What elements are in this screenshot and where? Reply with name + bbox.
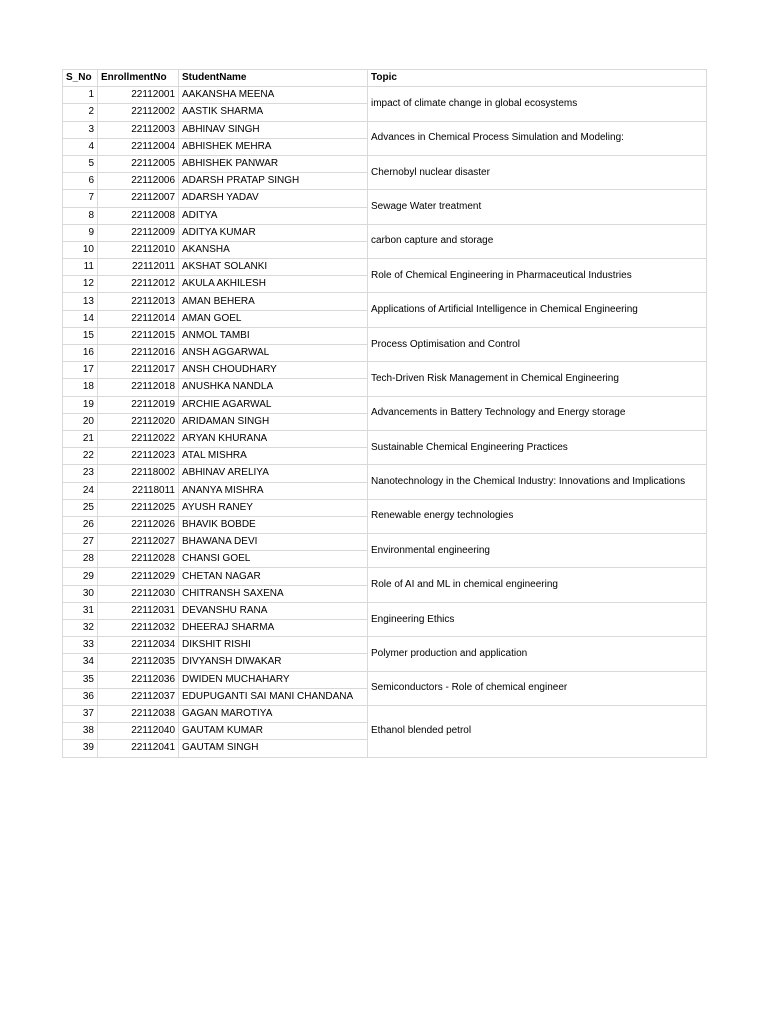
cell-enrollment: 22118011: [98, 482, 179, 499]
cell-enrollment: 22112034: [98, 637, 179, 654]
cell-enrollment: 22112007: [98, 190, 179, 207]
cell-sno: 17: [63, 362, 98, 379]
cell-enrollment: 22112032: [98, 620, 179, 637]
header-sno: S_No: [63, 70, 98, 87]
cell-enrollment: 22112038: [98, 705, 179, 722]
cell-student-name: AMAN GOEL: [179, 310, 368, 327]
cell-sno: 25: [63, 499, 98, 516]
cell-enrollment: 22112035: [98, 654, 179, 671]
table-row: [63, 87, 707, 104]
cell-sno: 11: [63, 259, 98, 276]
table-row: [63, 465, 707, 482]
cell-student-name: EDUPUGANTI SAI MANI CHANDANA: [179, 688, 368, 705]
cell-enrollment: 22112031: [98, 602, 179, 619]
cell-sno: 9: [63, 224, 98, 241]
cell-student-name: AAKANSHA MEENA: [179, 87, 368, 104]
cell-enrollment: 22112022: [98, 430, 179, 447]
cell-topic: carbon capture and storage: [368, 224, 707, 258]
cell-sno: 8: [63, 207, 98, 224]
cell-topic: Environmental engineering: [368, 534, 707, 568]
cell-topic: Role of AI and ML in chemical engineering: [368, 568, 707, 602]
cell-student-name: AKSHAT SOLANKI: [179, 259, 368, 276]
cell-enrollment: 22112040: [98, 723, 179, 740]
cell-sno: 26: [63, 516, 98, 533]
cell-student-name: BHAVIK BOBDE: [179, 516, 368, 533]
cell-sno: 4: [63, 138, 98, 155]
cell-student-name: ABHINAV SINGH: [179, 121, 368, 138]
table-row: [63, 190, 707, 207]
cell-student-name: ANMOL TAMBI: [179, 327, 368, 344]
cell-student-name: ADITYA: [179, 207, 368, 224]
table-row: [63, 602, 707, 619]
cell-sno: 6: [63, 173, 98, 190]
cell-student-name: AYUSH RANEY: [179, 499, 368, 516]
cell-enrollment: 22112004: [98, 138, 179, 155]
cell-student-name: ANSH AGGARWAL: [179, 345, 368, 362]
cell-student-name: ADARSH YADAV: [179, 190, 368, 207]
cell-enrollment: 22112005: [98, 155, 179, 172]
table-row: [63, 121, 707, 138]
cell-sno: 2: [63, 104, 98, 121]
cell-student-name: DEVANSHU RANA: [179, 602, 368, 619]
cell-enrollment: 22112012: [98, 276, 179, 293]
table-row: [63, 224, 707, 241]
cell-sno: 27: [63, 534, 98, 551]
cell-enrollment: 22112003: [98, 121, 179, 138]
cell-topic: Nanotechnology in the Chemical Industry: Innovations and Implications: [368, 465, 707, 499]
cell-student-name: DHEERAJ SHARMA: [179, 620, 368, 637]
cell-sno: 14: [63, 310, 98, 327]
cell-sno: 28: [63, 551, 98, 568]
cell-enrollment: 22112036: [98, 671, 179, 688]
cell-enrollment: 22112030: [98, 585, 179, 602]
cell-student-name: DWIDEN MUCHAHARY: [179, 671, 368, 688]
cell-enrollment: 22112041: [98, 740, 179, 757]
cell-student-name: ABHINAV ARELIYA: [179, 465, 368, 482]
cell-sno: 19: [63, 396, 98, 413]
cell-sno: 16: [63, 345, 98, 362]
cell-student-name: AKULA AKHILESH: [179, 276, 368, 293]
cell-student-name: ARCHIE AGARWAL: [179, 396, 368, 413]
cell-student-name: CHETAN NAGAR: [179, 568, 368, 585]
cell-sno: 12: [63, 276, 98, 293]
table-row: [63, 534, 707, 551]
cell-student-name: BHAWANA DEVI: [179, 534, 368, 551]
cell-topic: Chernobyl nuclear disaster: [368, 155, 707, 189]
cell-student-name: AKANSHA: [179, 241, 368, 258]
header-student-name: StudentName: [179, 70, 368, 87]
cell-topic: Process Optimisation and Control: [368, 327, 707, 361]
cell-enrollment: 22112009: [98, 224, 179, 241]
table-row: [63, 396, 707, 413]
cell-student-name: ANSH CHOUDHARY: [179, 362, 368, 379]
header-enrollment: EnrollmentNo: [98, 70, 179, 87]
cell-enrollment: 22118002: [98, 465, 179, 482]
cell-sno: 32: [63, 620, 98, 637]
cell-sno: 39: [63, 740, 98, 757]
cell-student-name: ABHISHEK MEHRA: [179, 138, 368, 155]
cell-sno: 37: [63, 705, 98, 722]
cell-enrollment: 22112014: [98, 310, 179, 327]
cell-sno: 23: [63, 465, 98, 482]
cell-topic: Ethanol blended petrol: [368, 705, 707, 757]
cell-student-name: ABHISHEK PANWAR: [179, 155, 368, 172]
cell-student-name: ANUSHKA NANDLA: [179, 379, 368, 396]
cell-topic: Advances in Chemical Process Simulation and Modeling:: [368, 121, 707, 155]
cell-sno: 21: [63, 430, 98, 447]
cell-enrollment: 22112006: [98, 173, 179, 190]
cell-enrollment: 22112002: [98, 104, 179, 121]
cell-topic: Renewable energy technologies: [368, 499, 707, 533]
table-row: [63, 293, 707, 310]
cell-student-name: GAUTAM SINGH: [179, 740, 368, 757]
cell-student-name: ATAL MISHRA: [179, 448, 368, 465]
cell-sno: 13: [63, 293, 98, 310]
cell-topic: Polymer production and application: [368, 637, 707, 671]
cell-sno: 30: [63, 585, 98, 602]
cell-sno: 38: [63, 723, 98, 740]
table-row: [63, 430, 707, 447]
cell-sno: 10: [63, 241, 98, 258]
table-row: [63, 327, 707, 344]
cell-student-name: ADITYA KUMAR: [179, 224, 368, 241]
cell-sno: 7: [63, 190, 98, 207]
header-row: [63, 70, 707, 87]
cell-sno: 29: [63, 568, 98, 585]
cell-student-name: CHITRANSH SAXENA: [179, 585, 368, 602]
cell-student-name: AASTIK SHARMA: [179, 104, 368, 121]
cell-student-name: GAGAN MAROTIYA: [179, 705, 368, 722]
cell-student-name: ANANYA MISHRA: [179, 482, 368, 499]
cell-topic: Semiconductors - Role of chemical engineer: [368, 671, 707, 705]
student-topic-table: [62, 69, 707, 758]
cell-sno: 31: [63, 602, 98, 619]
cell-sno: 18: [63, 379, 98, 396]
cell-student-name: ARYAN KHURANA: [179, 430, 368, 447]
cell-student-name: ADARSH PRATAP SINGH: [179, 173, 368, 190]
table-body: [63, 87, 707, 757]
cell-enrollment: 22112013: [98, 293, 179, 310]
cell-student-name: DIKSHIT RISHI: [179, 637, 368, 654]
cell-enrollment: 22112020: [98, 413, 179, 430]
cell-enrollment: 22112029: [98, 568, 179, 585]
cell-sno: 5: [63, 155, 98, 172]
table-row: [63, 705, 707, 722]
cell-sno: 1: [63, 87, 98, 104]
cell-enrollment: 22112027: [98, 534, 179, 551]
table-row: [63, 362, 707, 379]
cell-enrollment: 22112008: [98, 207, 179, 224]
cell-enrollment: 22112010: [98, 241, 179, 258]
cell-enrollment: 22112019: [98, 396, 179, 413]
table-row: [63, 155, 707, 172]
table-row: [63, 259, 707, 276]
table-row: [63, 637, 707, 654]
cell-sno: 36: [63, 688, 98, 705]
cell-enrollment: 22112011: [98, 259, 179, 276]
cell-sno: 22: [63, 448, 98, 465]
cell-sno: 33: [63, 637, 98, 654]
cell-sno: 34: [63, 654, 98, 671]
cell-topic: impact of climate change in global ecosystems: [368, 87, 707, 121]
cell-enrollment: 22112015: [98, 327, 179, 344]
table-row: [63, 568, 707, 585]
cell-student-name: DIVYANSH DIWAKAR: [179, 654, 368, 671]
cell-student-name: AMAN BEHERA: [179, 293, 368, 310]
cell-enrollment: 22112026: [98, 516, 179, 533]
cell-student-name: GAUTAM KUMAR: [179, 723, 368, 740]
cell-enrollment: 22112028: [98, 551, 179, 568]
cell-topic: Applications of Artificial Intelligence in Chemical Engineering: [368, 293, 707, 327]
cell-topic: Sewage Water treatment: [368, 190, 707, 224]
cell-sno: 35: [63, 671, 98, 688]
cell-sno: 24: [63, 482, 98, 499]
cell-topic: Role of Chemical Engineering in Pharmaceutical Industries: [368, 259, 707, 293]
cell-student-name: CHANSI GOEL: [179, 551, 368, 568]
cell-topic: Tech-Driven Risk Management in Chemical Engineering: [368, 362, 707, 396]
cell-sno: 15: [63, 327, 98, 344]
header-topic: Topic: [368, 70, 707, 87]
cell-topic: Sustainable Chemical Engineering Practices: [368, 430, 707, 464]
cell-enrollment: 22112016: [98, 345, 179, 362]
cell-sno: 20: [63, 413, 98, 430]
table-row: [63, 671, 707, 688]
cell-student-name: ARIDAMAN SINGH: [179, 413, 368, 430]
cell-topic: Advancements in Battery Technology and Energy storage: [368, 396, 707, 430]
cell-sno: 3: [63, 121, 98, 138]
cell-enrollment: 22112018: [98, 379, 179, 396]
table-row: [63, 499, 707, 516]
cell-enrollment: 22112037: [98, 688, 179, 705]
cell-enrollment: 22112001: [98, 87, 179, 104]
cell-enrollment: 22112025: [98, 499, 179, 516]
cell-enrollment: 22112017: [98, 362, 179, 379]
cell-topic: Engineering Ethics: [368, 602, 707, 636]
cell-enrollment: 22112023: [98, 448, 179, 465]
